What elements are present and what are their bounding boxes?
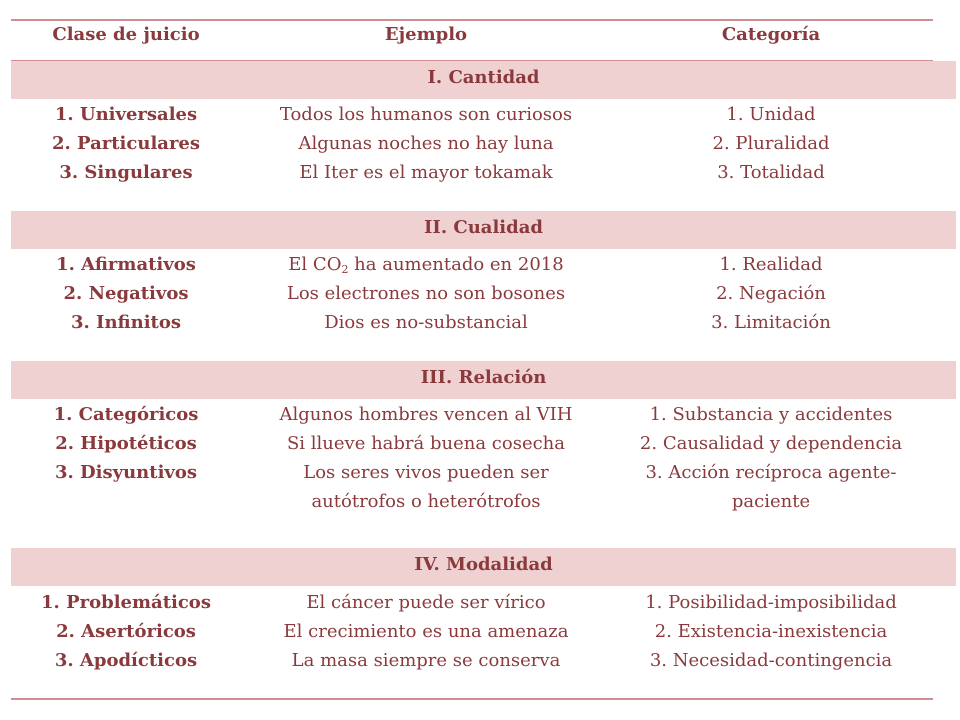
cell-categoria: 3. Totalidad [717,162,825,183]
cell-ejemplo: El Iter es el mayor tokamak [299,162,553,183]
cell-categoria: paciente [731,491,811,512]
table-row [11,646,933,675]
header-ejemplo: Ejemplo [384,24,468,45]
table-row [11,588,933,617]
cell-ejemplo: Todos los humanos son curiosos [279,104,573,125]
cell-ejemplo: Algunas noches no hay luna [298,133,554,154]
cell-ejemplo: El crecimiento es una amenaza [283,621,569,642]
cell-ejemplo: Si llueve habrá buena cosecha [286,433,566,454]
cell-ejemplo: Los electrones no son bosones [286,283,566,304]
cell-clase: 3. Disyuntivos [54,462,198,483]
table-row [11,458,933,487]
cell-ejemplo: Dios es no-substancial [324,312,528,333]
table-row [11,279,933,308]
cell-ejemplo: La masa siempre se conserva [291,650,561,671]
cell-ejemplo [241,250,611,279]
section-title: II. Cualidad [11,211,956,249]
table-row [11,158,933,187]
table-row [11,250,933,279]
cell-categoria: 2. Pluralidad [712,133,830,154]
cell-clase: 3. Singulares [59,162,193,183]
table-row [11,617,933,646]
table-header [11,20,933,60]
header-clase: Clase de juicio [52,24,200,45]
section-title: III. Relación [11,361,956,399]
cell-clase: 2. Hipotéticos [55,433,197,454]
cell-ejemplo: El cáncer puede ser vírico [306,592,546,613]
cell-clase: 3. Infinitos [70,312,182,333]
cell-clase: 1. Afirmativos [56,254,196,275]
subscript: 2 [341,263,349,276]
cell-clase: 1. Categóricos [53,404,199,425]
cell-categoria: 1. Substancia y accidentes [649,404,893,425]
table-row [11,429,933,458]
ejemplo-text: ha aumentado en 2018 [348,254,564,275]
bottom-rule [11,698,933,700]
cell-ejemplo: Algunos hombres vencen al VIH [279,404,573,425]
table-row [11,400,933,429]
cell-categoria: 2. Negación [716,283,826,304]
cell-ejemplo: autótrofos o heterótrofos [311,491,541,512]
cell-categoria: 1. Unidad [726,104,816,125]
table-row-continuation [11,487,933,516]
cell-categoria: 3. Acción recíproca agente- [645,462,897,483]
cell-categoria: 1. Posibilidad-imposibilidad [645,592,897,613]
cell-clase: 2. Negativos [63,283,189,304]
table-row [11,308,933,337]
cell-clase: 2. Particulares [51,133,201,154]
cell-categoria: 1. Realidad [719,254,823,275]
cell-categoria: 3. Limitación [711,312,831,333]
cell-clase: 2. Asertóricos [56,621,196,642]
section-title: IV. Modalidad [11,548,956,586]
section-title: I. Cantidad [11,61,956,99]
cell-categoria: 2. Causalidad y dependencia [639,433,903,454]
cell-categoria: 2. Existencia-inexistencia [654,621,888,642]
header-categoria: Categoría [721,24,821,45]
cell-clase: 3. Apodícticos [54,650,198,671]
table-row [11,100,933,129]
cell-clase: 1. Problemáticos [41,592,211,613]
table-row [11,129,933,158]
ejemplo-text: El CO [288,254,342,275]
cell-clase: 1. Universales [54,104,198,125]
cell-ejemplo: Los seres vivos pueden ser [303,462,549,483]
cell-categoria: 3. Necesidad-contingencia [649,650,893,671]
